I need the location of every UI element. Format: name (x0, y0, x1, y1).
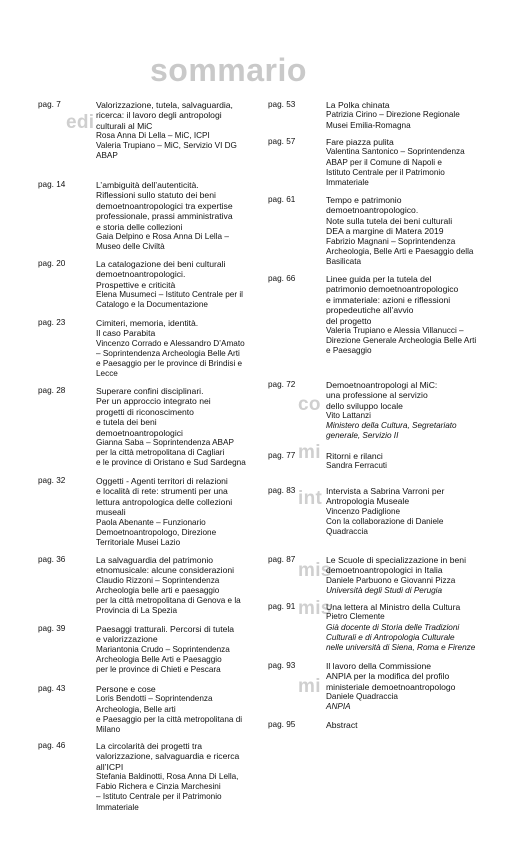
toc-entry-author: Catalogo e la Documentazione (96, 300, 208, 310)
section-mark-miscellanea: mis (298, 598, 332, 619)
toc-entry-title: demoetnoantropologici tra expertise (96, 200, 233, 211)
toc-page-number: pag. 20 (38, 259, 66, 268)
toc-entry-author: Valentina Santonico – Soprintendenza (326, 147, 465, 157)
toc-entry-title: Una lettera al Ministro della Cultura (326, 602, 461, 612)
toc-entry-title: demoetnoantropologico. (326, 205, 419, 216)
toc-entry-author: Valeria Trupiano e Alessia Villanucci – (326, 326, 464, 336)
toc-entry-author: Musei Emilia-Romagna (326, 120, 411, 130)
toc-entry-author: Ministero della Cultura, Segretariato (326, 421, 457, 431)
toc-entry-author: Daniele Quadraccia (326, 692, 398, 702)
toc-entry-author: Demoetnoantropologo, Direzione (96, 527, 217, 537)
toc-entry-author: nelle università di Siena, Roma e Firenze (326, 642, 476, 652)
toc-entry-author: Elena Musumeci – Istituto Centrale per il (96, 290, 243, 300)
toc-entry-author: – Soprintendenza Archeologia Belle Arti (96, 348, 240, 358)
toc-entry-title: Cimiteri, memoria, identità. (96, 318, 199, 328)
toc-entry-author: Patrizia Cirino – Direzione Regionale (326, 110, 460, 120)
toc-entry-title: La Polka chinata (326, 100, 390, 110)
toc-entry[interactable] (268, 137, 524, 188)
toc-entry-title: Il lavoro della Commissione (326, 661, 432, 671)
toc-entry-title: e tutela dei beni (96, 417, 157, 428)
toc-entry-title: museali (96, 507, 126, 518)
toc-entry-author: Culturali e di Antropologia Culturale (326, 632, 455, 642)
section-mark-miscellanea: mi (298, 442, 321, 463)
toc-entry-title: demoetnoantropologici in Italia (326, 565, 443, 576)
toc-entry-author: Università degli Studi di Perugia (326, 585, 443, 595)
toc-entry-author: Direzione Generale Archeologia Belle Arti (326, 336, 477, 346)
toc-entry-author: Archeologia belle arti e paesaggio (96, 585, 220, 595)
toc-entry-author: Istituto Centrale per il Patrimonio (326, 167, 445, 177)
toc-entry-author: e Paesaggio per la città metropolitana di (96, 714, 243, 724)
toc-entry-title: lettura antropologica delle collezioni (96, 496, 233, 507)
toc-entry-author: per la città metropolitana di Genova e la (96, 596, 241, 605)
toc-entry[interactable] (268, 661, 524, 712)
toc-entry-author: Loris Bendotti – Soprintendenza (96, 694, 213, 704)
toc-entry-author: Provincia di La Spezia (96, 606, 178, 616)
toc-entry[interactable] (268, 451, 524, 472)
toc-entry-title: Ritorni e rilanci (326, 451, 383, 461)
toc-entry-author: Vito Lattanzi (326, 411, 371, 421)
toc-page-number: pag. 66 (268, 274, 296, 283)
toc-entry-title: e località di rete: strumenti per una (96, 486, 228, 497)
toc-entry-author: Milano (96, 724, 121, 734)
toc-page-number: pag. 61 (268, 195, 296, 204)
toc-page-number: pag. 77 (268, 451, 296, 460)
section-mark-editoriale: edi (66, 112, 95, 133)
toc-entry-title: del progetto (326, 315, 372, 326)
toc-entry-author: ABAP per il Comune di Napoli e (326, 157, 442, 167)
toc-entry-author: Pietro Clemente (326, 612, 385, 622)
toc-entry-title: culturali al MiC (96, 120, 153, 131)
toc-page-number: pag. 23 (38, 318, 66, 327)
toc-entry-author: Archeologia, Belle arti (96, 704, 176, 714)
toc-entry-title: progetti di riconoscimento (96, 406, 194, 417)
toc-entry-author: Gaia Delpino e Rosa Anna Di Lella – (96, 232, 229, 242)
toc-entry-title: dello sviluppo locale (326, 400, 403, 411)
toc-entry[interactable] (268, 486, 524, 537)
toc-entry-title: Demoetnoantropologi al MiC: (326, 380, 438, 390)
toc-entry-title: ministeriale demoetnoantropologo (326, 681, 456, 692)
toc-entry-title: Linee guida per la tutela del (326, 274, 432, 284)
toc-entry-title: e immateriale: azioni e riflessioni (326, 294, 451, 305)
toc-entry-title: e valorizzazione (96, 634, 158, 645)
toc-entry-author: Territoriale Musei Lazio (96, 537, 181, 547)
toc-page-number: pag. 91 (268, 602, 296, 611)
toc-entry-title: Valorizzazione, tutela, salvaguardia, (96, 100, 233, 110)
toc-entry-title: Fare piazza pulita (326, 137, 394, 147)
toc-entry-author: Immateriale (326, 177, 369, 187)
toc-entry-title: Tempo e patrimonio (326, 195, 402, 205)
toc-entry-title: Superare confini disciplinari. (96, 386, 204, 396)
toc-entry-title: ANPIA per la modifica del profilo (326, 671, 450, 682)
toc-entry-title: propedeutiche all’avvio (326, 305, 414, 316)
toc-entry-author: Daniele Parbuono e Giovanni Pizza (326, 575, 456, 585)
toc-entry-author: Archeologia, Belle Arti e Paesaggio della (326, 246, 474, 256)
toc-entry-author: Fabio Richera e Cinzia Marchesini (96, 782, 221, 792)
toc-entry-author: ABAP (96, 151, 118, 161)
toc-entry[interactable] (268, 720, 524, 730)
toc-page-number: pag. 87 (268, 555, 296, 564)
toc-entry-title: demoetnoantropologici (96, 427, 183, 438)
toc-entry-title: Prospettive e criticità (96, 279, 176, 290)
toc-entry-title: Il caso Parabita (96, 328, 156, 339)
toc-entry-author: Sandra Ferracuti (326, 461, 387, 471)
toc-page-number: pag. 93 (268, 661, 296, 670)
toc-entry-author: – Istituto Centrale per il Patrimonio (96, 792, 222, 802)
toc-page-number: pag. 95 (268, 720, 296, 729)
toc-entry-author: Valeria Trupiano – MiC, Servizio VI DG (96, 141, 237, 151)
toc-entry-title: patrimonio demoetnoantropologico (326, 284, 459, 295)
toc-entry-author: per le province di Chieti e Pescara (96, 665, 221, 674)
toc-entry-title: Riflessioni sullo statuto dei beni (96, 190, 216, 201)
toc-entry-author: generale, Servizio II (326, 431, 399, 441)
toc-entry-author: Vincenzo Corrado e Alessandro D’Amato (96, 338, 245, 348)
toc-page-number: pag. 36 (38, 555, 66, 564)
toc-entry-title: demoetnoantropologici. (96, 269, 186, 280)
toc-entry[interactable] (268, 602, 524, 653)
toc-entry-title: ricerca: il lavoro degli antropologi (96, 110, 222, 121)
toc-entry[interactable] (268, 195, 524, 267)
toc-entry-title: Oggetti - Agenti territori di relazioni (96, 476, 228, 486)
toc-entry-author: e le province di Oristano e Sud Sardegna (96, 458, 246, 468)
toc-page-number: pag. 39 (38, 624, 66, 633)
toc-page-number: pag. 53 (268, 100, 296, 109)
toc-entry-title: all’ICPI (96, 761, 124, 772)
toc-entry-author: Rosa Anna Di Lella – MiC, ICPI (96, 131, 210, 141)
toc-entry-title: professionale, prassi amministrativa (96, 211, 233, 222)
section-mark-miscellanea: mi (298, 676, 321, 697)
toc-entry-title: La catalogazione dei beni culturali (96, 259, 226, 269)
toc-entry[interactable] (268, 555, 524, 596)
section-mark-interviste: int (298, 488, 323, 509)
toc-entry-title: Note sulla tutela dei beni culturali (326, 215, 453, 226)
toc-entry-title: Abstract (326, 720, 358, 730)
toc-entry-title: La circolarità dei progetti tra (96, 741, 203, 751)
toc-entry-title: una professione al servizio (326, 390, 428, 401)
toc-entry[interactable] (268, 380, 524, 442)
toc-entry-author: ANPIA (326, 702, 351, 712)
toc-entry-author: Paola Abenante – Funzionario (96, 517, 206, 527)
toc-page-number: pag. 83 (268, 486, 296, 495)
toc-page-number: pag. 72 (268, 380, 296, 389)
toc-entry-author: per la città metropolitana di Cagliari (96, 448, 225, 458)
toc-entry-author: Lecce (96, 369, 118, 379)
toc-entry-author: Stefania Baldinotti, Rosa Anna Di Lella, (96, 772, 239, 782)
toc-entry-author: Basilicata (326, 256, 362, 266)
toc-entry-title: Antropologia Museale (326, 496, 410, 507)
toc-page-number: pag. 46 (38, 741, 66, 750)
toc-page-number: pag. 14 (38, 180, 66, 189)
toc-entry-author: e Paesaggio per le province di Brindisi e (96, 359, 243, 368)
toc-page-number: pag. 7 (38, 100, 61, 109)
toc-entry-author: Mariantonia Crudo – Soprintendenza (96, 644, 230, 654)
toc-entry-title: e storia delle collezioni (96, 221, 183, 232)
toc-entry-author: Archeologia Belle Arti e Paesaggio (96, 654, 222, 664)
toc-entry[interactable] (268, 100, 524, 131)
toc-entry-author: Immateriale (96, 802, 139, 812)
toc-entry-author: Museo delle Civiltà (96, 242, 165, 252)
toc-entry-author: Fabrizio Magnani – Soprintendenza (326, 236, 456, 246)
toc-entry-title: Intervista a Sabrina Varroni per (326, 486, 445, 496)
toc-page-number: pag. 43 (38, 684, 66, 693)
toc-entry[interactable] (38, 741, 326, 813)
toc-entry-author: Già docente di Storia delle Tradizioni (326, 622, 460, 632)
toc-entry-author: Gianna Saba – Soprintendenza ABAP (96, 438, 234, 448)
toc-entry-author: Quadraccia (326, 527, 368, 536)
toc-entry-author: e Paesaggio (326, 346, 372, 356)
toc-page-number: pag. 57 (268, 137, 296, 146)
toc-entry-title: La salvaguardia del patrimonio (96, 555, 214, 565)
toc-page-number: pag. 28 (38, 386, 66, 395)
toc-entry-title: Paesaggi tratturali. Percorsi di tutela (96, 624, 235, 634)
toc-entry-author: Con la collaborazione di Daniele (326, 516, 444, 526)
toc-entry-title: Le Scuole di specializzazione in beni (326, 555, 466, 565)
toc-entry-title: valorizzazione, salvaguardia e ricerca (96, 751, 240, 762)
toc-entry-title: etnomusicale: alcune considerazioni (96, 565, 235, 576)
section-mark-miscellanea: mis (298, 560, 332, 581)
toc-entry-author: Claudio Rizzoni – Soprintendenza (96, 575, 220, 585)
toc-entry-title: L’ambiguità dell’autenticità. (96, 180, 199, 190)
toc-entry-author: Vincenzo Padiglione (326, 506, 401, 516)
toc-entry-title: Persone e cose (96, 684, 156, 694)
toc-page-number: pag. 32 (38, 476, 66, 485)
section-mark-contributi: co (298, 394, 321, 415)
toc-entry[interactable] (268, 274, 524, 356)
toc-entry-title: Per un approccio integrato nei (96, 396, 211, 407)
toc-entry-title: DEA a margine di Matera 2019 (326, 226, 444, 237)
page-title: sommario (150, 52, 307, 88)
